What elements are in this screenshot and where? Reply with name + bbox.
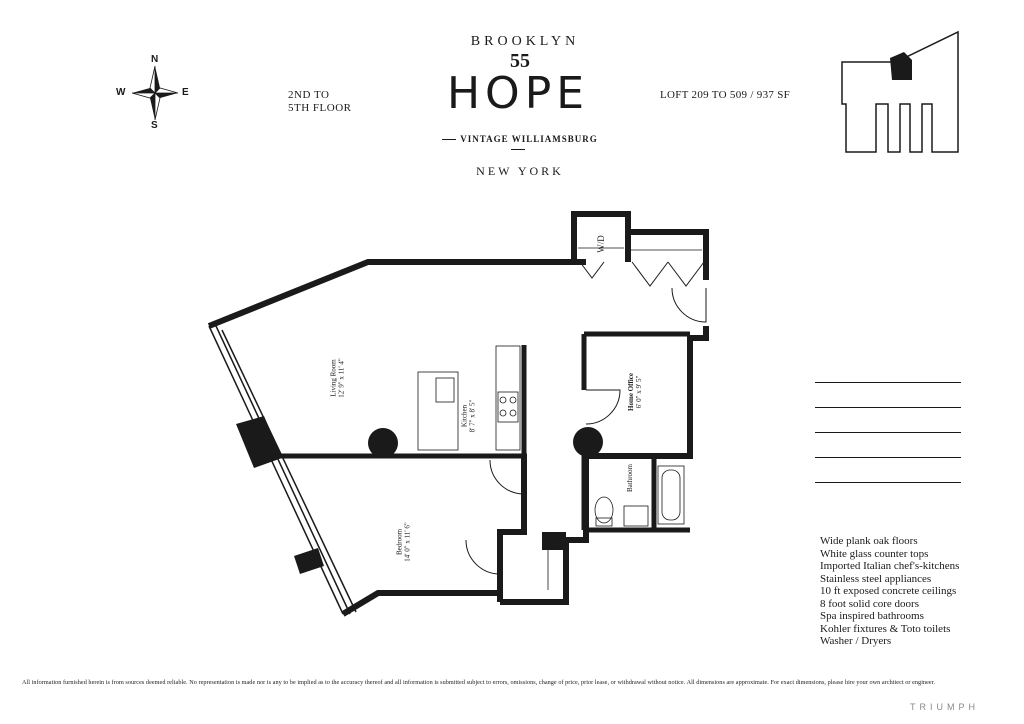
feature-item: Wide plank oak floors xyxy=(820,535,918,547)
column xyxy=(368,428,398,458)
room-dims: 14' 0" x 11' 6" xyxy=(403,522,412,562)
compass-south-label: S xyxy=(151,120,158,131)
structural-column xyxy=(236,416,282,468)
logo-tagline: VINTAGE WILLIAMSBURG xyxy=(432,134,604,154)
feature-item: Spa inspired bathrooms xyxy=(820,610,924,622)
compass xyxy=(110,52,200,134)
note-line xyxy=(815,432,961,433)
features-list xyxy=(820,535,959,648)
logo-number: 55 xyxy=(510,50,530,72)
footer-brand: TRIUMPH xyxy=(910,702,979,712)
note-line xyxy=(815,482,961,483)
feature-item: White glass counter tops xyxy=(820,547,929,560)
note-line xyxy=(815,407,961,408)
room-dims: 6' 0" x 9' 5" xyxy=(634,375,643,409)
room-name: Bedroom xyxy=(395,528,404,556)
room-label-office xyxy=(627,373,643,411)
room-label-living xyxy=(330,358,346,397)
unit-info: LOFT 209 TO 509 / 937 SF xyxy=(660,89,791,101)
room-name: Living Room xyxy=(329,359,338,397)
feature-item: 8 foot solid core doors xyxy=(820,597,919,610)
floor-range xyxy=(288,89,378,115)
compass-east-label: E xyxy=(182,87,189,98)
disclaimer: All information furnished herein is from sources deemed reliable. No representation is made nor is any to be implied as to the accuracy thereof and all information is submitted subject to errors, omissions, change of price, prior lease, or withdrawal without notice. All dimensions are approximate. For exact dimensions, please hire your own architect or engineer. xyxy=(22,679,936,686)
column xyxy=(542,532,566,550)
structural-column xyxy=(294,548,324,574)
feature-item: Imported Italian chef's-kitchens xyxy=(820,560,960,572)
room-label-kitchen xyxy=(460,400,476,433)
room-label-wd xyxy=(597,235,605,253)
bath-fixtures xyxy=(595,466,684,526)
feature-item: Washer / Dryers xyxy=(820,635,892,647)
feature-item: Kohler fixtures & Toto toilets xyxy=(820,622,951,635)
exterior-walls xyxy=(209,214,706,614)
room-label-bathroom xyxy=(626,464,634,492)
logo-top-text: BROOKLYN xyxy=(470,34,580,49)
room-dims: 8' 7" x 8' 5" xyxy=(468,399,477,433)
key-plan xyxy=(836,24,966,158)
room-name: Home Office xyxy=(626,373,635,411)
room-name: W/D xyxy=(595,235,606,253)
logo-bottom-text: NEW YORK xyxy=(476,164,564,178)
floor-range-line-1: 2ND TO xyxy=(288,89,330,101)
floor-range-line-2: 5TH FLOOR xyxy=(288,102,352,114)
compass-west-label: W xyxy=(116,87,126,98)
compass-north-label: N xyxy=(151,54,159,65)
room-dims: 12' 9" x 11' 4" xyxy=(337,358,346,398)
note-line xyxy=(815,457,961,458)
room-label-bedroom xyxy=(396,522,412,561)
feature-item: Stainless steel appliances xyxy=(820,572,932,585)
room-name: Bathroom xyxy=(626,464,634,492)
note-line xyxy=(815,382,961,383)
feature-item: 10 ft exposed concrete ceilings xyxy=(820,585,957,597)
logo-name: HOPE xyxy=(446,68,590,119)
column xyxy=(573,427,603,457)
kitchen-fixtures xyxy=(418,346,520,450)
room-name: Kitchen xyxy=(460,404,469,428)
